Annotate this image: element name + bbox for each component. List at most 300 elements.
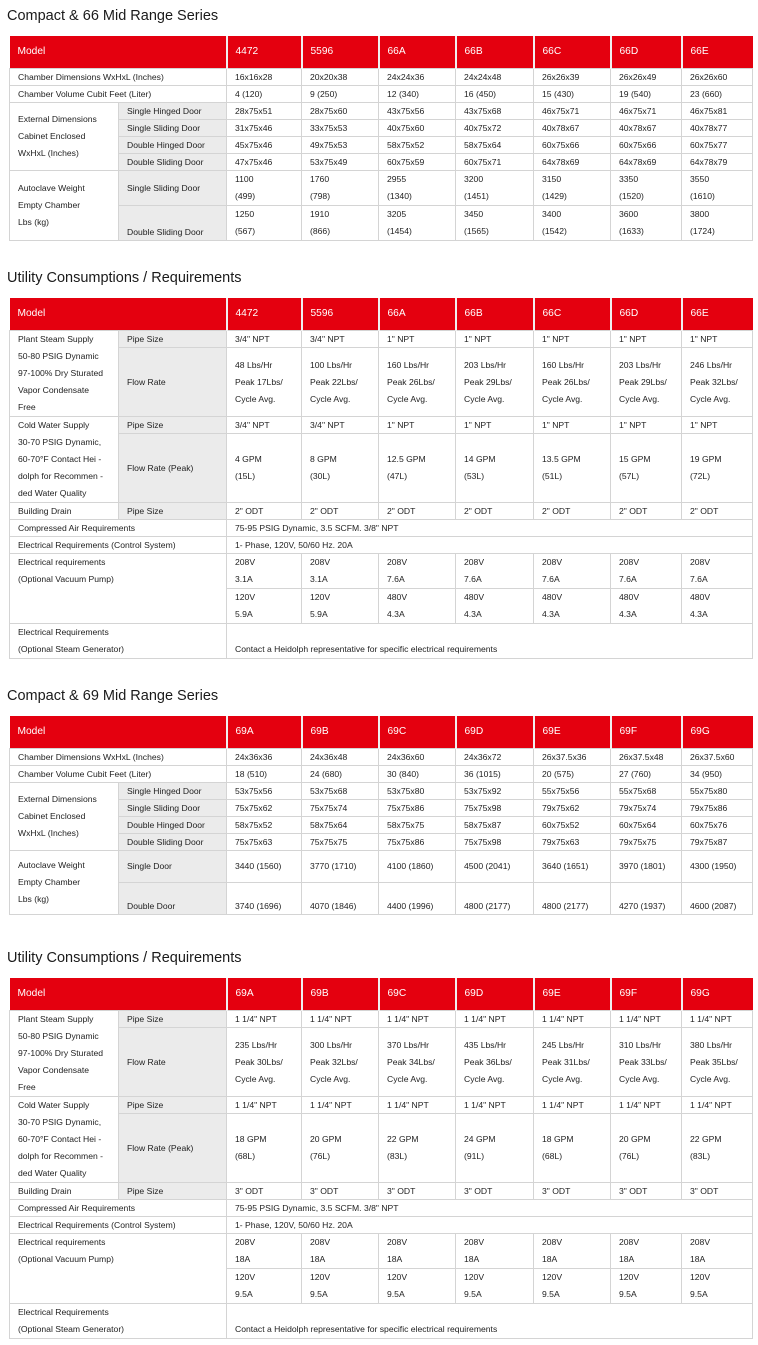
- vacuum-pump-label: [10, 554, 227, 624]
- model-name-header: 4472: [227, 298, 302, 331]
- row-label: Chamber Dimensions WxHxL (Inches): [10, 69, 227, 86]
- cell-line: 18A: [310, 1254, 326, 1264]
- cell-line: (1565): [464, 226, 489, 236]
- cell-line: 203 Lbs/Hr: [464, 359, 507, 370]
- table-cell: [456, 554, 534, 589]
- table-cell: 16 (450): [456, 86, 534, 103]
- cell-line: 208V: [690, 557, 711, 567]
- cell-line: 480V: [690, 592, 711, 602]
- pipe-size-label: Pipe Size: [119, 1097, 227, 1114]
- table-cell: 28x75x51: [227, 103, 302, 120]
- table-cell: [456, 589, 534, 624]
- model-name-header: 66A: [379, 298, 456, 331]
- compressed-air-row: [10, 1200, 753, 1217]
- table-cell: 24x36x36: [227, 749, 302, 766]
- cell-line: 24 GPM: [464, 1134, 496, 1145]
- label-line: 60-70°F Contact Hei -: [18, 454, 102, 464]
- table-cell: 49x75x53: [302, 137, 379, 154]
- label-line: WxHxL (Inches): [18, 148, 79, 158]
- cell-line: 22 GPM: [387, 1134, 419, 1145]
- pipe-size-label: Pipe Size: [119, 1011, 227, 1028]
- table-cell: 1 1/4" NPT: [227, 1097, 302, 1114]
- header-row: [10, 716, 753, 749]
- table-cell: [682, 1234, 753, 1269]
- table-cell: 46x75x81: [682, 103, 753, 120]
- cell-line: Peak 31Lbs/: [542, 1056, 590, 1067]
- table-cell: 1" NPT: [379, 417, 456, 434]
- table-cell: 4800 (2177): [456, 883, 534, 915]
- table-cell: 60x75x76: [682, 817, 753, 834]
- table-cell: 46x75x71: [534, 103, 611, 120]
- table-cell: 26x26x49: [611, 69, 682, 86]
- table-cell: 36 (1015): [456, 766, 534, 783]
- cell-line: 14 GPM: [464, 454, 496, 465]
- weight-row: [10, 883, 753, 915]
- cell-line: 5.9A: [235, 609, 253, 619]
- table-cell: 45x75x46: [227, 137, 302, 154]
- table-cell: 1 1/4" NPT: [379, 1097, 456, 1114]
- table-cell: 30 (840): [379, 766, 456, 783]
- cell-line: (866): [310, 226, 331, 236]
- table-cell: 1" NPT: [379, 331, 456, 348]
- table-cell: 60x75x66: [611, 137, 682, 154]
- table-cell: 1 1/4" NPT: [227, 1011, 302, 1028]
- cell-line: Cycle Avg.: [387, 1073, 428, 1084]
- table-cell: 60x75x64: [611, 817, 682, 834]
- door-type-label: Single Hinged Door: [119, 103, 227, 120]
- label-line: Electrical requirements: [18, 1237, 106, 1247]
- table-cell: [682, 206, 753, 241]
- table-cell: 26x37.5x48: [611, 749, 682, 766]
- door-type-label: Single Sliding Door: [119, 120, 227, 137]
- cell-line: Peak 32Lbs/: [690, 376, 738, 387]
- cell-line: 480V: [387, 592, 408, 602]
- cell-line: 18A: [690, 1254, 706, 1264]
- header-row: [10, 36, 753, 69]
- table-cell: [227, 1234, 302, 1269]
- table-cell: [379, 1234, 456, 1269]
- water-pipe-row: [10, 417, 753, 434]
- table-cell: 1 1/4" NPT: [302, 1011, 379, 1028]
- cell-line: 5.9A: [310, 609, 328, 619]
- pipe-size-label: Pipe Size: [119, 503, 227, 520]
- external-dimensions-row: [10, 137, 753, 154]
- label-line: (Optional Vacuum Pump): [18, 574, 114, 584]
- table-cell: [682, 434, 753, 503]
- model-header: Model: [10, 36, 227, 69]
- table-cell: 79x75x87: [682, 834, 753, 851]
- cell-line: Cycle Avg.: [235, 393, 276, 404]
- cell-line: Peak 34Lbs/: [387, 1056, 435, 1067]
- label-line: Plant Steam Supply: [18, 334, 94, 344]
- model-name-header: 69C: [379, 716, 456, 749]
- table-cell: 40x78x77: [682, 120, 753, 137]
- cell-line: 120V: [619, 1272, 640, 1282]
- cell-line: (1340): [387, 191, 412, 201]
- table-cell: [456, 171, 534, 206]
- table-cell: 58x75x87: [456, 817, 534, 834]
- model-name-header: 66C: [534, 298, 611, 331]
- cell-line: Cycle Avg.: [690, 1073, 731, 1084]
- cell-line: 208V: [690, 1237, 711, 1247]
- model-name-header: 69C: [379, 978, 456, 1011]
- table-cell: [534, 171, 611, 206]
- table-cell: [227, 1028, 302, 1097]
- table-cell: [534, 1269, 611, 1304]
- cell-line: 18A: [387, 1254, 403, 1264]
- utility-table-69: [9, 978, 753, 1339]
- cell-line: 208V: [310, 1237, 331, 1247]
- table-cell: 4100 (1860): [379, 851, 456, 883]
- table-cell: 3" ODT: [379, 1183, 456, 1200]
- cell-line: (798): [310, 191, 331, 201]
- cell-line: 120V: [310, 592, 331, 602]
- steam-flow-row: [10, 348, 753, 417]
- table-cell: 4500 (2041): [456, 851, 534, 883]
- table-cell: [302, 434, 379, 503]
- table-cell: 1" NPT: [456, 417, 534, 434]
- table-cell: 2" ODT: [611, 503, 682, 520]
- table-cell: [611, 206, 682, 241]
- cell-line: 3450: [464, 209, 484, 219]
- weight-row: [10, 206, 753, 241]
- label-line: Free: [18, 402, 36, 412]
- section-title-compact-69: Compact & 69 Mid Range Series: [7, 688, 219, 704]
- table-cell: 3/4" NPT: [227, 417, 302, 434]
- label-line: 97-100% Dry Sturated: [18, 1048, 104, 1058]
- table-cell: 2" ODT: [534, 503, 611, 520]
- cell-line: 18A: [619, 1254, 635, 1264]
- label-line: External Dimensions: [18, 114, 97, 124]
- table-cell: 75x75x98: [456, 800, 534, 817]
- cell-line: 1100: [235, 174, 254, 184]
- row-label: Chamber Dimensions WxHxL (Inches): [10, 749, 227, 766]
- pipe-size-label: Pipe Size: [119, 417, 227, 434]
- label-line: Cold Water Supply: [18, 420, 90, 430]
- table-cell: [682, 171, 753, 206]
- table-cell: 75x75x63: [227, 834, 302, 851]
- table-cell: 43x75x68: [456, 103, 534, 120]
- label-line: Empty Chamber: [18, 200, 81, 210]
- table-cell: 3" ODT: [456, 1183, 534, 1200]
- cell-line: (53L): [464, 471, 485, 482]
- steam-generator-label: [10, 624, 227, 659]
- model-name-header: 69F: [611, 716, 682, 749]
- table-cell: 1 1/4" NPT: [456, 1097, 534, 1114]
- table-cell: [302, 206, 379, 241]
- cell-line: 160 Lbs/Hr: [387, 359, 430, 370]
- cell-line: 203 Lbs/Hr: [619, 359, 662, 370]
- door-type-label: Single Sliding Door: [119, 800, 227, 817]
- cell-line: 3.1A: [235, 574, 253, 584]
- cell-line: 19 GPM: [690, 454, 722, 465]
- cell-line: 9.5A: [619, 1289, 637, 1299]
- table-cell: 26x37.5x60: [682, 749, 753, 766]
- water-pipe-row: [10, 1097, 753, 1114]
- label-line: Free: [18, 1082, 36, 1092]
- table-cell: 75x75x98: [456, 834, 534, 851]
- table-cell: 3740 (1696): [227, 883, 302, 915]
- table-cell: 55x75x68: [611, 783, 682, 800]
- cell-line: 370 Lbs/Hr: [387, 1039, 430, 1050]
- model-name-header: 66E: [682, 298, 753, 331]
- table-cell: 64x78x79: [682, 154, 753, 171]
- table-cell: 24x36x60: [379, 749, 456, 766]
- table-cell: [534, 1234, 611, 1269]
- model-name-header: 5596: [302, 36, 379, 69]
- row-label: Building Drain: [10, 1183, 119, 1200]
- cell-line: 208V: [235, 557, 256, 567]
- label-line: Cabinet Enclosed: [18, 811, 86, 821]
- table-cell: [302, 171, 379, 206]
- door-type-label: Double Hinged Door: [119, 817, 227, 834]
- model-name-header: 69E: [534, 978, 611, 1011]
- cell-line: 9.5A: [235, 1289, 253, 1299]
- table-cell: [534, 1114, 611, 1183]
- row-label: Chamber Volume Cubit Feet (Liter): [10, 86, 227, 103]
- door-type-label: Single Door: [119, 851, 227, 883]
- table-cell: [456, 1269, 534, 1304]
- table-cell: 53x75x92: [456, 783, 534, 800]
- table-cell: 3" ODT: [302, 1183, 379, 1200]
- table-cell: 1 1/4" NPT: [611, 1097, 682, 1114]
- pipe-size-label: Pipe Size: [119, 1183, 227, 1200]
- cell-line: 208V: [464, 557, 485, 567]
- table-cell: 2" ODT: [456, 503, 534, 520]
- row-label: Chamber Volume Cubit Feet (Liter): [10, 766, 227, 783]
- table-cell: [379, 1028, 456, 1097]
- cell-line: (72L): [690, 471, 711, 482]
- cell-line: 22 GPM: [690, 1134, 722, 1145]
- table-cell: 53x75x56: [227, 783, 302, 800]
- cell-line: 4.3A: [690, 609, 708, 619]
- table-cell: [227, 1269, 302, 1304]
- model-name-header: 69F: [611, 978, 682, 1011]
- model-name-header: 66B: [456, 298, 534, 331]
- table-cell: 3/4" NPT: [302, 331, 379, 348]
- table-cell: [534, 348, 611, 417]
- table-cell: 23 (660): [682, 86, 753, 103]
- cell-line: 1910: [310, 209, 330, 219]
- model-name-header: 69A: [227, 978, 302, 1011]
- cell-line: 120V: [310, 1272, 331, 1282]
- cell-line: 18 GPM: [235, 1134, 267, 1145]
- label-line: 30-70 PSIG Dynamic,: [18, 1117, 102, 1127]
- table-cell: 1 1/4" NPT: [534, 1097, 611, 1114]
- table-cell: [682, 1269, 753, 1304]
- label-line: Plant Steam Supply: [18, 1014, 94, 1024]
- table-cell: [611, 1234, 682, 1269]
- header-row: [10, 978, 753, 1011]
- door-type-label: Double Sliding Door: [119, 206, 227, 241]
- cell-line: 160 Lbs/Hr: [542, 359, 585, 370]
- table-cell: 64x78x69: [534, 154, 611, 171]
- row-label: Building Drain: [10, 503, 119, 520]
- table-cell: 3640 (1651): [534, 851, 611, 883]
- table-cell: [534, 554, 611, 589]
- cell-line: 3205: [387, 209, 407, 219]
- model-name-header: 66D: [611, 298, 682, 331]
- cell-line: Peak 26Lbs/: [542, 376, 590, 387]
- table-cell: [302, 589, 379, 624]
- label-line: 97-100% Dry Sturated: [18, 368, 104, 378]
- table-cell: [456, 348, 534, 417]
- cell-line: 13.5 GPM: [542, 454, 581, 465]
- model-name-header: 69D: [456, 978, 534, 1011]
- table-cell: [534, 434, 611, 503]
- cell-line: Peak 30Lbs/: [235, 1056, 283, 1067]
- table-cell: 20x20x38: [302, 69, 379, 86]
- cell-line: 3150: [542, 174, 562, 184]
- cell-line: 4.3A: [542, 609, 560, 619]
- table-cell: 58x75x64: [302, 817, 379, 834]
- table-cell: [456, 206, 534, 241]
- table-cell: [456, 1234, 534, 1269]
- cell-line: 3600: [619, 209, 639, 219]
- cell-line: 120V: [235, 592, 256, 602]
- cell-line: (1451): [464, 191, 489, 201]
- cell-line: (15L): [235, 471, 256, 482]
- table-cell: 1" NPT: [611, 417, 682, 434]
- table-cell: 4270 (1937): [611, 883, 682, 915]
- table-cell: [682, 1114, 753, 1183]
- cell-line: 18A: [235, 1254, 251, 1264]
- vacuum-pump-row: [10, 1234, 753, 1269]
- cell-line: Cycle Avg.: [387, 393, 428, 404]
- table-cell: 2" ODT: [379, 503, 456, 520]
- model-name-header: 66A: [379, 36, 456, 69]
- table-cell: [611, 1114, 682, 1183]
- cell-line: Cycle Avg.: [542, 393, 583, 404]
- spec-table-compact-69: [9, 716, 753, 915]
- cell-line: 310 Lbs/Hr: [619, 1039, 662, 1050]
- table-cell: 3/4" NPT: [302, 417, 379, 434]
- table-cell: 28x75x60: [302, 103, 379, 120]
- steam-pipe-row: [10, 331, 753, 348]
- label-line: Autoclave Weight: [18, 183, 85, 193]
- table-cell: 75x75x86: [379, 800, 456, 817]
- cell-line: 4.3A: [464, 609, 482, 619]
- cell-line: 300 Lbs/Hr: [310, 1039, 353, 1050]
- table-cell: 58x75x52: [227, 817, 302, 834]
- external-dimensions-label: [10, 783, 119, 851]
- door-type-label: Single Sliding Door: [119, 171, 227, 206]
- external-dimensions-row: [10, 154, 753, 171]
- model-name-header: 66C: [534, 36, 611, 69]
- table-cell: [456, 434, 534, 503]
- table-cell: 4070 (1846): [302, 883, 379, 915]
- table-cell: [379, 206, 456, 241]
- table-cell: 3" ODT: [682, 1183, 753, 1200]
- table-cell: 55x75x56: [534, 783, 611, 800]
- table-cell: 1 1/4" NPT: [302, 1097, 379, 1114]
- table-cell: 53x75x68: [302, 783, 379, 800]
- water-flow-row: [10, 1114, 753, 1183]
- table-cell: 2" ODT: [682, 503, 753, 520]
- cell-line: (47L): [387, 471, 408, 482]
- cell-line: (83L): [690, 1151, 711, 1162]
- external-dimensions-row: [10, 817, 753, 834]
- table-cell: 16x16x28: [227, 69, 302, 86]
- model-name-header: 69G: [682, 716, 753, 749]
- cell-line: 7.6A: [387, 574, 405, 584]
- cell-line: 3350: [619, 174, 639, 184]
- steam-generator-label: [10, 1304, 227, 1339]
- table-cell: 15 (430): [534, 86, 611, 103]
- water-supply-label: [10, 417, 119, 503]
- table-cell: 2" ODT: [302, 503, 379, 520]
- cell-line: 120V: [690, 1272, 711, 1282]
- door-type-label: Double Door: [119, 883, 227, 915]
- cell-line: 9.5A: [387, 1289, 405, 1299]
- table-cell: [456, 1028, 534, 1097]
- table-cell: 34 (950): [682, 766, 753, 783]
- label-line: dolph for Recommen -: [18, 1151, 104, 1161]
- flow-rate-label: Flow Rate (Peak): [119, 434, 227, 503]
- table-cell: [611, 589, 682, 624]
- table-cell: 40x75x60: [379, 120, 456, 137]
- cell-line: 480V: [542, 592, 563, 602]
- table-cell: [456, 1114, 534, 1183]
- door-type-label: Double Hinged Door: [119, 137, 227, 154]
- table-cell: 9 (250): [302, 86, 379, 103]
- table-cell: 3/4" NPT: [227, 331, 302, 348]
- cell-line: Cycle Avg.: [542, 1073, 583, 1084]
- table-cell: 3440 (1560): [227, 851, 302, 883]
- cell-line: 9.5A: [310, 1289, 328, 1299]
- external-dimensions-label: [10, 103, 119, 171]
- label-line: Vapor Condensate: [18, 1065, 90, 1075]
- model-name-header: 69B: [302, 716, 379, 749]
- label-line: Electrical Requirements: [18, 1307, 109, 1317]
- compressed-air-row: [10, 520, 753, 537]
- cell-line: 480V: [464, 592, 485, 602]
- table-cell: [611, 554, 682, 589]
- row-label: Electrical Requirements (Control System): [10, 1217, 227, 1234]
- cell-line: (1724): [690, 226, 715, 236]
- utility-table-66: [9, 298, 753, 659]
- section-title-utility-66: Utility Consumptions / Requirements: [7, 270, 242, 286]
- cell-line: 120V: [387, 1272, 408, 1282]
- table-cell: 1" NPT: [456, 331, 534, 348]
- cell-line: Cycle Avg.: [619, 393, 660, 404]
- table-cell: [379, 1269, 456, 1304]
- table-cell: [227, 206, 302, 241]
- cell-line: (68L): [542, 1151, 563, 1162]
- table-cell: 60x75x52: [534, 817, 611, 834]
- cell-line: Cycle Avg.: [464, 1073, 505, 1084]
- label-line: 50-80 PSIG Dynamic: [18, 351, 99, 361]
- table-cell: 64x78x69: [611, 154, 682, 171]
- table-cell: 4800 (2177): [534, 883, 611, 915]
- cell-line: 435 Lbs/Hr: [464, 1039, 507, 1050]
- cell-line: 4 GPM: [235, 454, 262, 465]
- vacuum-pump-label: [10, 1234, 227, 1304]
- steam-generator-row: [10, 624, 753, 659]
- table-cell: [682, 1028, 753, 1097]
- cell-line: (30L): [310, 471, 331, 482]
- table-cell: 1" NPT: [682, 331, 753, 348]
- table-cell: 3" ODT: [534, 1183, 611, 1200]
- steam-pipe-row: [10, 1011, 753, 1028]
- table-cell: [302, 1234, 379, 1269]
- table-cell: [227, 1114, 302, 1183]
- model-name-header: 66B: [456, 36, 534, 69]
- cell-line: 7.6A: [464, 574, 482, 584]
- weight-row: [10, 171, 753, 206]
- cell-line: Peak 36Lbs/: [464, 1056, 512, 1067]
- steam-supply-label: [10, 1011, 119, 1097]
